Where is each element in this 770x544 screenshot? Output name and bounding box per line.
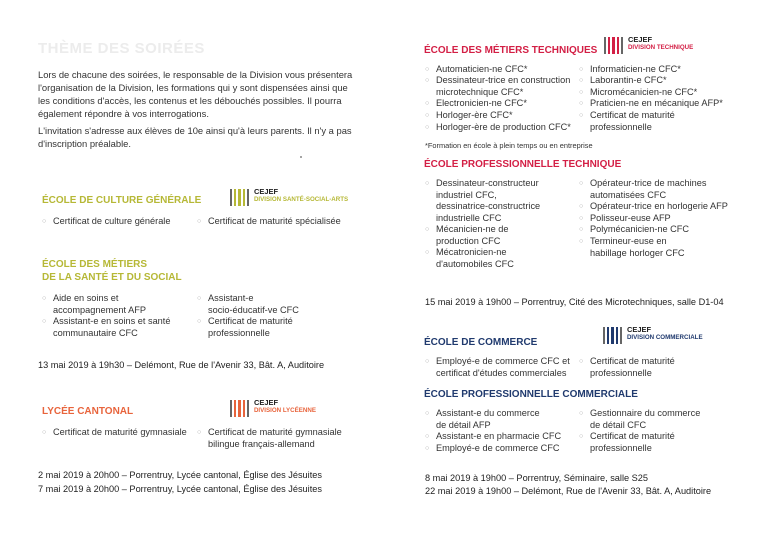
list-item: ○ Certificat de culture générale [42,216,170,228]
list-item: ○ Electronicien-ne CFC* [425,98,527,110]
item-line: ○ Assistant-e en soins et santé [53,316,171,326]
intro-paragraph-2 [38,124,388,150]
school-title-commerce: ÉCOLE DE COMMERCE [424,337,538,348]
event-date: 2 mai 2019 à 20h00 – Porrentruy, Lycée cantonal, Église des Jésuites [38,470,322,480]
logo-division: DIVISION TECHNIQUE [627,44,694,51]
item-line: ○ Certificat de maturité [208,316,293,326]
school-title-metiers-tech: ÉCOLE DES MÉTIERS TECHNIQUES [424,45,598,56]
intro-line: Lors de chacune des soirées, le responsable de la Division vous présentera [38,69,353,80]
item-line: habillage horloger CFC [590,247,685,258]
school-title-lycee: LYCÉE CANTONAL [42,406,134,417]
list-item [579,408,700,431]
intro-paragraph-1 [38,68,388,120]
item-line: ○ Gestionnaire du commerce [590,408,701,418]
list-item [425,408,540,431]
list-item [42,316,170,339]
intro-line: l'organisation de la Division, les formations qui y sont dispensées ainsi que [38,82,348,93]
logo-bars-icon [603,327,622,344]
logo-brand: CEJEF [627,35,653,44]
item-line: professionnelle [208,327,270,338]
item-line: ○ Assistant-e [208,293,254,303]
event-date: 15 mai 2019 à 19h00 – Porrentruy, Cité des Microtechniques, salle D1-04 [425,297,724,307]
item-line: ○ Dessinateur-constructeur [436,178,539,188]
event-date: 22 mai 2019 à 19h00 – Delémont, Rue de l'Avenir 33, Bât. A, Auditoire [425,486,712,496]
list-item [42,293,146,316]
item-line: ○ Certificat de maturité [590,356,675,366]
logo-bars-icon [604,37,623,54]
item-line: professionnelle [590,367,652,378]
item-line: microtechnique CFC* [436,86,524,97]
item-line: ○ Dessinateur-trice en construction [436,75,571,85]
list-item [579,236,684,259]
theme-title: THÈME DES SOIRÉES [38,40,205,57]
item-line: ○ Mécatronicien-ne [436,247,507,257]
logo-bars-icon [230,189,249,206]
item-line: ○ Mécanicien-ne de [436,224,509,234]
school-title-line: DE LA SANTÉ ET DU SOCIAL [42,272,182,283]
item-line: ○ Certificat de maturité [590,110,675,120]
list-item: ○ Opérateur-trice en horlogerie AFP [579,201,728,213]
logo-division: DIVISION SANTÉ-SOCIAL-ARTS [253,196,349,203]
cejef-logo-sante [230,188,348,206]
school-title-culture: ÉCOLE DE CULTURE GÉNÉRALE [42,195,202,206]
school-title-line: ÉCOLE DES MÉTIERS [42,259,148,270]
item-line: professionnelle [590,121,652,132]
list-item: ○ Micromécanicien-ne CFC* [579,87,697,99]
item-line: ○ Assistant-e du commerce [436,408,540,418]
list-item: ○ Employé-e de commerce CFC [425,443,560,455]
intro-line: d'inscription préalable. [38,138,131,149]
logo-bars-icon [230,400,249,417]
list-item [579,356,675,379]
list-item [197,316,293,339]
list-item: ○ Horloger-ère de production CFC* [425,122,571,134]
list-item [579,431,675,454]
list-item [425,356,570,379]
event-date: 8 mai 2019 à 19h00 – Porrentruy, Séminaire, salle S25 [425,473,649,483]
list-item [197,293,299,316]
list-item [579,178,706,201]
item-line: industrielle CFC [436,212,502,223]
cejef-logo-technique [604,36,693,54]
item-line: socio-éducatif-ve CFC [208,304,299,315]
item-line: bilingue français-allemand [208,438,315,449]
item-line: professionnelle [590,442,652,453]
list-item: ○ Informaticien-ne CFC* [579,64,681,76]
intro-line: également répondre à vos interrogations. [38,108,209,119]
logo-brand: CEJEF [626,325,652,334]
list-item: ○ Praticien-ne en mécanique AFP* [579,98,723,110]
list-item: ○ Horloger-ère CFC* [425,110,513,122]
item-line: ○ Aide en soins et [53,293,119,303]
item-line: certificat d'études commerciales [436,367,567,378]
event-date: 13 mai 2019 à 19h30 – Delémont, Rue de l'Avenir 33, Bât. A, Auditoire [38,360,325,370]
list-item: ○ Laborantin-e CFC* [579,75,667,87]
item-line: ○ Employé-e de commerce CFC et [436,356,570,366]
list-item: ○ Polisseur-euse AFP [579,213,671,225]
decorative-dot [300,156,302,158]
intro-line: L'invitation s'adresse aux élèves de 10e ainsi qu'à leurs parents. Il n'y a pas [38,125,352,136]
logo-brand: CEJEF [253,187,279,196]
event-date: 7 mai 2019 à 20h00 – Porrentruy, Lycée cantonal, Église des Jésuites [38,484,322,494]
list-item [425,178,540,224]
cejef-logo-commerciale [603,326,703,344]
item-line: dessinatrice-constructrice [436,201,541,211]
item-line: accompagnement AFP [53,304,146,315]
list-item: ○ Automaticien-ne CFC* [425,64,527,76]
item-line: industriel CFC, [436,189,497,200]
item-line: automatisées CFC [590,189,667,200]
list-item [425,75,570,98]
logo-brand: CEJEF [253,398,279,407]
school-title-sante [42,258,182,284]
item-line: de détail AFP [436,419,491,430]
logo-division: DIVISION COMMERCIALE [626,334,703,341]
school-title-pro-tech: ÉCOLE PROFESSIONNELLE TECHNIQUE [424,159,622,170]
item-line: ○ Certificat de maturité [590,431,675,441]
item-line: production CFC [436,235,501,246]
list-item [197,427,342,450]
item-line: communautaire CFC [53,327,138,338]
footnote: *Formation en école à plein temps ou en entreprise [425,141,593,150]
intro-line: les conditions d'accès, les contenus et les débouchés possibles. Il pourra [38,95,342,106]
item-line: de détail CFC [590,419,647,430]
list-item: ○ Assistant-e en pharmacie CFC [425,431,561,443]
list-item: ○ Certificat de maturité gymnasiale [42,427,187,439]
item-line: ○ Termineur-euse en [590,236,667,246]
item-line: ○ Certificat de maturité gymnasiale [208,427,342,437]
list-item: ○ Polymécanicien-ne CFC [579,224,689,236]
list-item: ○ Certificat de maturité spécialisée [197,216,341,228]
cejef-logo-lyceenne [230,399,316,417]
logo-division: DIVISION LYCÉENNE [253,407,316,414]
list-item [579,110,675,133]
list-item [425,224,509,247]
list-item [425,247,514,270]
item-line: d'automobiles CFC [436,258,514,269]
item-line: ○ Opérateur-trice de machines [590,178,707,188]
school-title-pro-com: ÉCOLE PROFESSIONNELLE COMMERCIALE [424,389,638,400]
